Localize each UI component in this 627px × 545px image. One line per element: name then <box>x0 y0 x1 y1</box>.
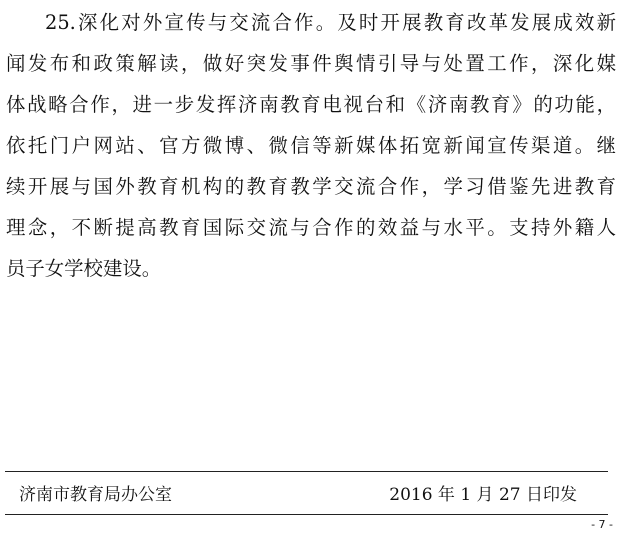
footer-top-rule <box>5 471 608 472</box>
issue-date: 2016 年 1 月 27 日印发 <box>389 485 577 505</box>
page-number: - 7 - <box>591 518 613 531</box>
paragraph-line: 25.深化对外宣传与交流合作。及时开展教育改革发展成效新 <box>45 11 616 34</box>
paragraph-line: 续开展与国外教育机构的教育教学交流合作，学习借鉴先进教育 <box>6 175 616 198</box>
paragraph-line: 依托门户网站、官方微博、微信等新媒体拓宽新闻宣传渠道。继 <box>6 134 616 157</box>
paragraph-line: 闻发布和政策解读，做好突发事件舆情引导与处置工作，深化媒 <box>6 52 616 75</box>
paragraph-line: 员子女学校建设。 <box>6 257 162 280</box>
paragraph-line: 体战略合作，进一步发挥济南教育电视台和《济南教育》的功能， <box>6 93 616 116</box>
footer-bottom-rule <box>5 514 608 515</box>
paragraph-line: 理念，不断提高教育国际交流与合作的效益与水平。支持外籍人 <box>6 216 616 239</box>
issuer-name: 济南市教育局办公室 <box>19 485 172 505</box>
body-paragraph <box>6 2 616 289</box>
